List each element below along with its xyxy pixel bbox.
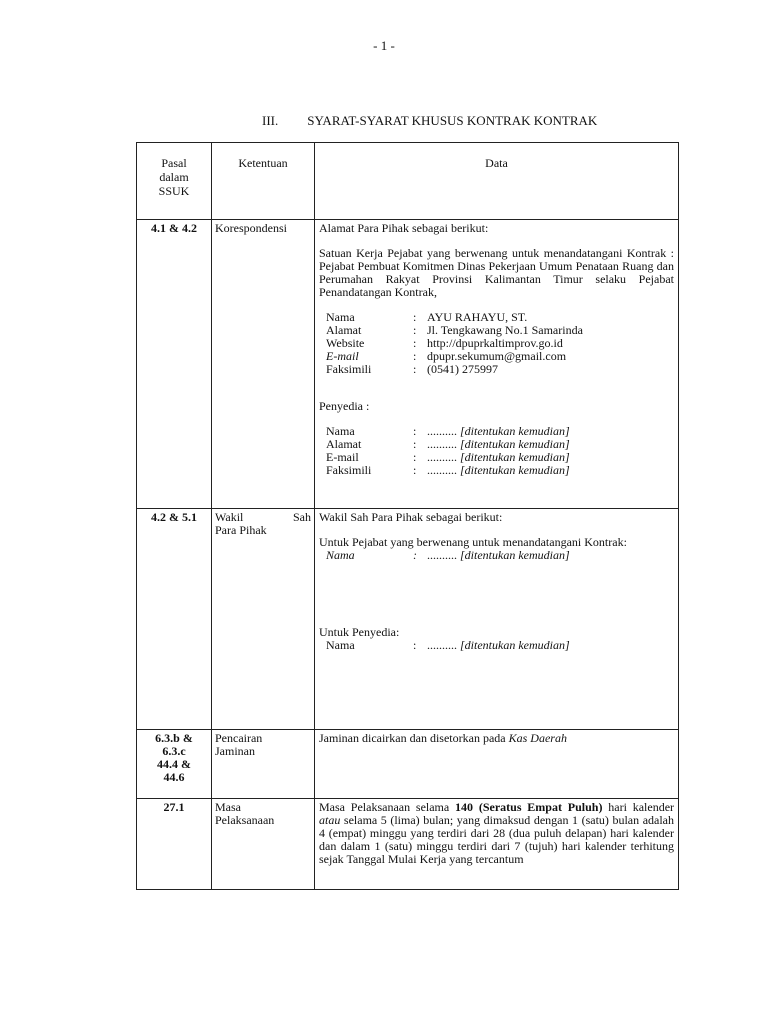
detail-row: Nama : AYU RAHAYU, ST. [319, 311, 674, 324]
detail-row: Website : http://dpuprkaltimprov.go.id [319, 337, 674, 350]
jaminan-text: Jaminan dicairkan dan disetorkan pada [319, 731, 506, 745]
penyedia-label: Penyedia : [319, 399, 370, 413]
detail-value: Jl. Tengkawang No.1 Samarinda [427, 323, 583, 337]
detail-row: Alamat : Jl. Tengkawang No.1 Samarinda [319, 324, 674, 337]
detail-label: Nama [326, 310, 355, 324]
ketentuan-line: Pelaksanaan [215, 813, 275, 827]
masa-duration: 140 (Seratus Empat Puluh) [455, 800, 603, 814]
detail-label: Nama [326, 638, 355, 652]
detail-value: dpupr.sekumum@gmail.com [427, 349, 567, 363]
table-row [137, 730, 679, 799]
detail-row: Alamat : .......... [ditentukan kemudian] [319, 438, 674, 451]
detail-row: Faksimili : .......... [ditentukan kemudian] [319, 464, 674, 477]
data-cell [315, 509, 679, 730]
detail-row: Faksimili : (0541) 275997 [319, 363, 674, 376]
data-cell [315, 730, 679, 799]
ketentuan-line: Para Pihak [215, 523, 267, 537]
section-title: SYARAT-SYARAT KHUSUS KONTRAK KONTRAK [307, 113, 598, 128]
header-data: Data [315, 143, 679, 220]
satuan-kerja-paragraph: Satuan Kerja Pejabat yang berwenang untuk menandatangani Kontrak : Pejabat Pembuat Komitmen Dinas Pekerjaan Umum Penataan Ruang dan Perumahan Rakyat Provinsi Kalimantan Timur selaku Pejabat Penandatangan Kontrak, [319, 246, 674, 299]
data-cell [315, 799, 679, 890]
ketentuan-line: Pencairan [215, 731, 263, 745]
pasal-line: 6.3.b & [155, 731, 193, 745]
detail-label: Nama [326, 548, 355, 562]
wakil-intro: Wakil Sah Para Pihak sebagai berikut: [319, 510, 503, 524]
pasal-line: 44.6 [163, 770, 185, 784]
header-pasal-line: dalam [159, 170, 189, 184]
detail-label: Faksimili [326, 463, 372, 477]
penyedia-details [319, 425, 674, 477]
wakil-pejabat-text: Untuk Pejabat yang berwenang untuk menandatangani Kontrak: [319, 535, 627, 549]
wakil-penyedia-text: Untuk Penyedia: [319, 625, 400, 639]
pasal-cell: 27.1 [137, 799, 212, 890]
detail-label: Alamat [326, 323, 362, 337]
detail-label: E-mail [326, 349, 359, 363]
detail-label: Alamat [326, 437, 362, 451]
masa-text: atau [319, 813, 341, 827]
detail-value: [ditentukan kemudian] [460, 437, 570, 451]
pasal-line: 44.4 & [157, 757, 191, 771]
pejabat-details [319, 311, 674, 376]
pasal-line: 6.3.c [162, 744, 186, 758]
table-header-row [137, 143, 679, 220]
detail-row: Nama : .......... [ditentukan kemudian] [319, 549, 674, 562]
detail-value: [ditentukan kemudian] [460, 463, 570, 477]
ketentuan-cell [212, 799, 315, 890]
detail-label: E-mail [326, 450, 359, 464]
page-number: - 1 - [373, 38, 395, 53]
dots: .......... [427, 424, 457, 438]
ketentuan-cell [212, 730, 315, 799]
dots: .......... [427, 548, 457, 562]
dots: .......... [427, 463, 457, 477]
detail-row: Nama : .......... [ditentukan kemudian] [319, 639, 674, 652]
table-row [137, 799, 679, 890]
dots: .......... [427, 437, 457, 451]
table-row [137, 509, 679, 730]
detail-value: [ditentukan kemudian] [460, 450, 570, 464]
ssuk-table [136, 142, 679, 890]
masa-text: selama 5 (lima) bulan; yang dimaksud dengan 1 (satu) bulan adalah 4 (empat) minggu yang terdiri dari 28 (dua puluh delapan) hari kalender dan dalam 1 (satu) minggu terdiri dari 7 (tujuh) hari kalender terhitung sejak Tanggal Mulai Kerja yang tercantum [319, 813, 675, 866]
masa-text: Masa Pelaksanaan selama [319, 800, 450, 814]
detail-label: Faksimili [326, 362, 372, 376]
masa-text: hari kalender [608, 800, 675, 814]
detail-label: Nama [326, 424, 355, 438]
section-number: III. [262, 113, 279, 128]
header-pasal-line: SSUK [158, 184, 190, 198]
header-pasal [137, 143, 212, 220]
ketentuan-word: Wakil [215, 510, 244, 524]
detail-row: E-mail : .......... [ditentukan kemudian] [319, 451, 674, 464]
detail-value: [ditentukan kemudian] [460, 638, 570, 652]
data-cell [315, 220, 679, 509]
ketentuan-word: Sah [293, 510, 311, 524]
ketentuan-cell: Korespondensi [212, 220, 315, 509]
ketentuan-cell [212, 509, 315, 730]
header-ketentuan: Ketentuan [212, 143, 315, 220]
pasal-cell: 4.1 & 4.2 [137, 220, 212, 509]
detail-value: http://dpuprkaltimprov.go.id [427, 336, 563, 350]
detail-value: AYU RAHAYU, ST. [427, 310, 528, 324]
section-heading [262, 113, 597, 129]
detail-value: [ditentukan kemudian] [460, 424, 570, 438]
detail-row: Nama : .......... [ditentukan kemudian] [319, 425, 674, 438]
dots: .......... [427, 638, 457, 652]
detail-value: (0541) 275997 [427, 362, 498, 376]
korespondensi-intro: Alamat Para Pihak sebagai berikut: [319, 221, 489, 235]
ketentuan-line: Jaminan [215, 744, 255, 758]
table-row [137, 220, 679, 509]
header-pasal-line: Pasal [161, 156, 187, 170]
pasal-cell [137, 730, 212, 799]
detail-label: Website [326, 336, 365, 350]
kas-daerah-text: Kas Daerah [508, 731, 567, 745]
detail-row: E-mail : dpupr.sekumum@gmail.com [319, 350, 674, 363]
ketentuan-line: Masa [215, 800, 241, 814]
pasal-cell: 4.2 & 5.1 [137, 509, 212, 730]
dots: .......... [427, 450, 457, 464]
detail-value: [ditentukan kemudian] [460, 548, 570, 562]
